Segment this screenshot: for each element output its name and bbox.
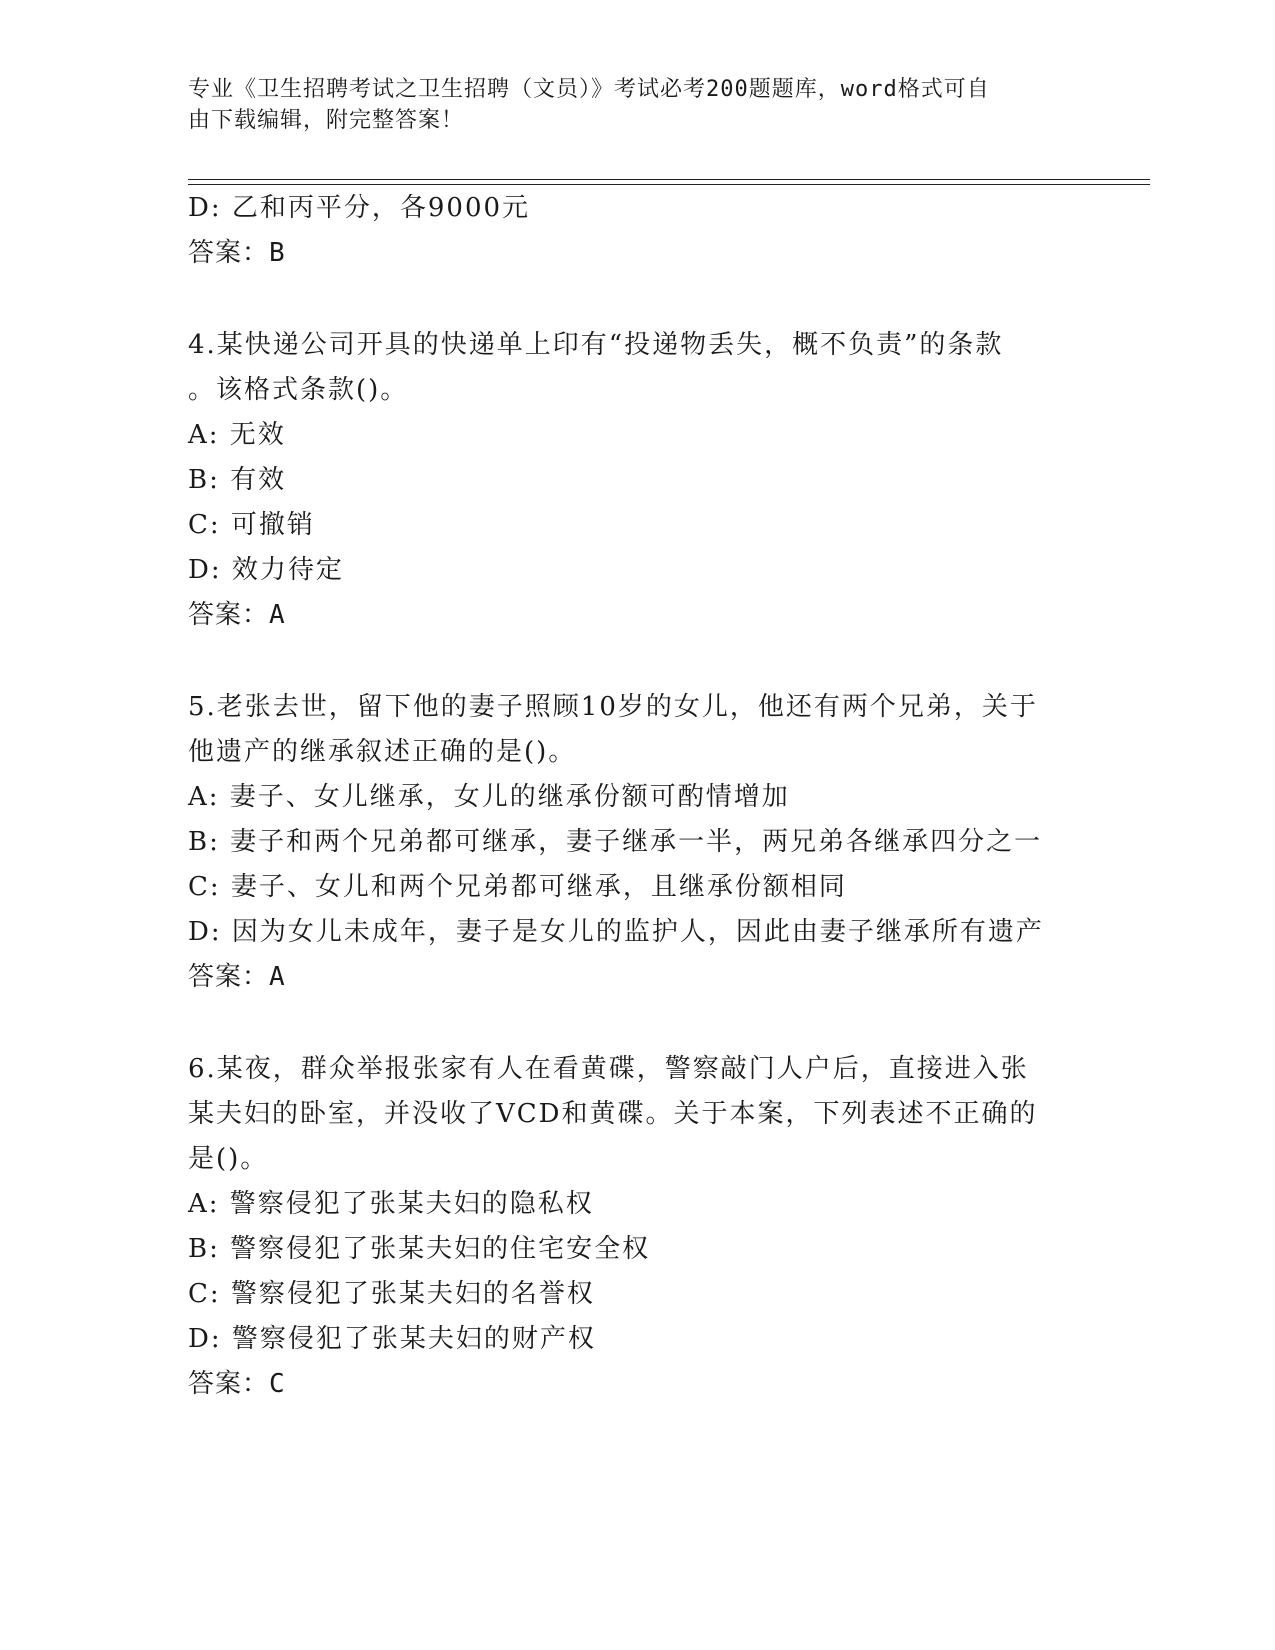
answer-value: B xyxy=(269,238,286,268)
question-stem-line: 。该格式条款()。 xyxy=(188,375,409,405)
option-a: A: 无效 xyxy=(188,420,286,450)
question-stem-line: 是()。 xyxy=(188,1144,269,1174)
spacer xyxy=(188,276,1088,323)
question-stem-line: 5.老张去世，留下他的妻子照顾10岁的女儿，他还有两个兄弟，关于 xyxy=(188,692,1038,722)
question-stem-line: 6.某夜，群众举报张家有人在看黄碟，警察敲门人户后，直接进入张 xyxy=(188,1054,1029,1084)
option-a: A: 警察侵犯了张某夫妇的隐私权 xyxy=(188,1189,594,1219)
answer-line xyxy=(188,955,1088,1000)
answer-line xyxy=(188,593,1088,638)
option-d: D: 警察侵犯了张某夫妇的财产权 xyxy=(188,1324,596,1354)
header-divider-bottom xyxy=(188,184,1150,185)
header-line-2: 由下载编辑，附完整答案！ xyxy=(188,108,465,133)
answer-label: 答案： xyxy=(188,238,270,268)
question-stem-line: 4.某快递公司开具的快递单上印有“投递物丢失，概不负责”的条款 xyxy=(188,330,1004,360)
document-body xyxy=(188,186,1088,1407)
option-a: A: 妻子、女儿继承，女儿的继承份额可酌情增加 xyxy=(188,782,790,812)
answer-label: 答案： xyxy=(188,1369,270,1399)
header-line-1: 专业《卫生招聘考试之卫生招聘（文员）》考试必考200题题库，word格式可自 xyxy=(188,77,990,102)
answer-line xyxy=(188,231,1088,276)
header-divider-top xyxy=(188,179,1150,180)
option-b: B: 妻子和两个兄弟都可继承，妻子继承一半，两兄弟各继承四分之一 xyxy=(188,827,1043,857)
question-4 xyxy=(188,323,1088,638)
option-d: D: 乙和丙平分，各9000元 xyxy=(188,193,531,223)
option-c: C: 妻子、女儿和两个兄弟都可继承，且继承份额相同 xyxy=(188,872,847,902)
question-6 xyxy=(188,1047,1088,1407)
spacer xyxy=(188,1000,1088,1047)
option-c: C: 可撤销 xyxy=(188,510,315,540)
option-d: D: 效力待定 xyxy=(188,555,344,585)
answer-line xyxy=(188,1362,1088,1407)
option-d: D: 因为女儿未成年，妻子是女儿的监护人，因此由妻子继承所有遗产 xyxy=(188,917,1044,947)
question-stem-line: 他遗产的继承叙述正确的是()。 xyxy=(188,737,577,767)
document-header xyxy=(188,74,1068,136)
question-5 xyxy=(188,685,1088,1000)
answer-label: 答案： xyxy=(188,962,270,992)
option-b: B: 有效 xyxy=(188,465,287,495)
spacer xyxy=(188,638,1088,685)
prev-question-tail xyxy=(188,186,1088,276)
answer-value: A xyxy=(269,600,286,630)
answer-value: A xyxy=(269,962,286,992)
answer-label: 答案： xyxy=(188,600,270,630)
option-c: C: 警察侵犯了张某夫妇的名誉权 xyxy=(188,1279,595,1309)
question-stem-line: 某夫妇的卧室，并没收了VCD和黄碟。关于本案，下列表述不正确的 xyxy=(188,1099,1038,1129)
answer-value: C xyxy=(269,1369,286,1399)
option-b: B: 警察侵犯了张某夫妇的住宅安全权 xyxy=(188,1234,651,1264)
